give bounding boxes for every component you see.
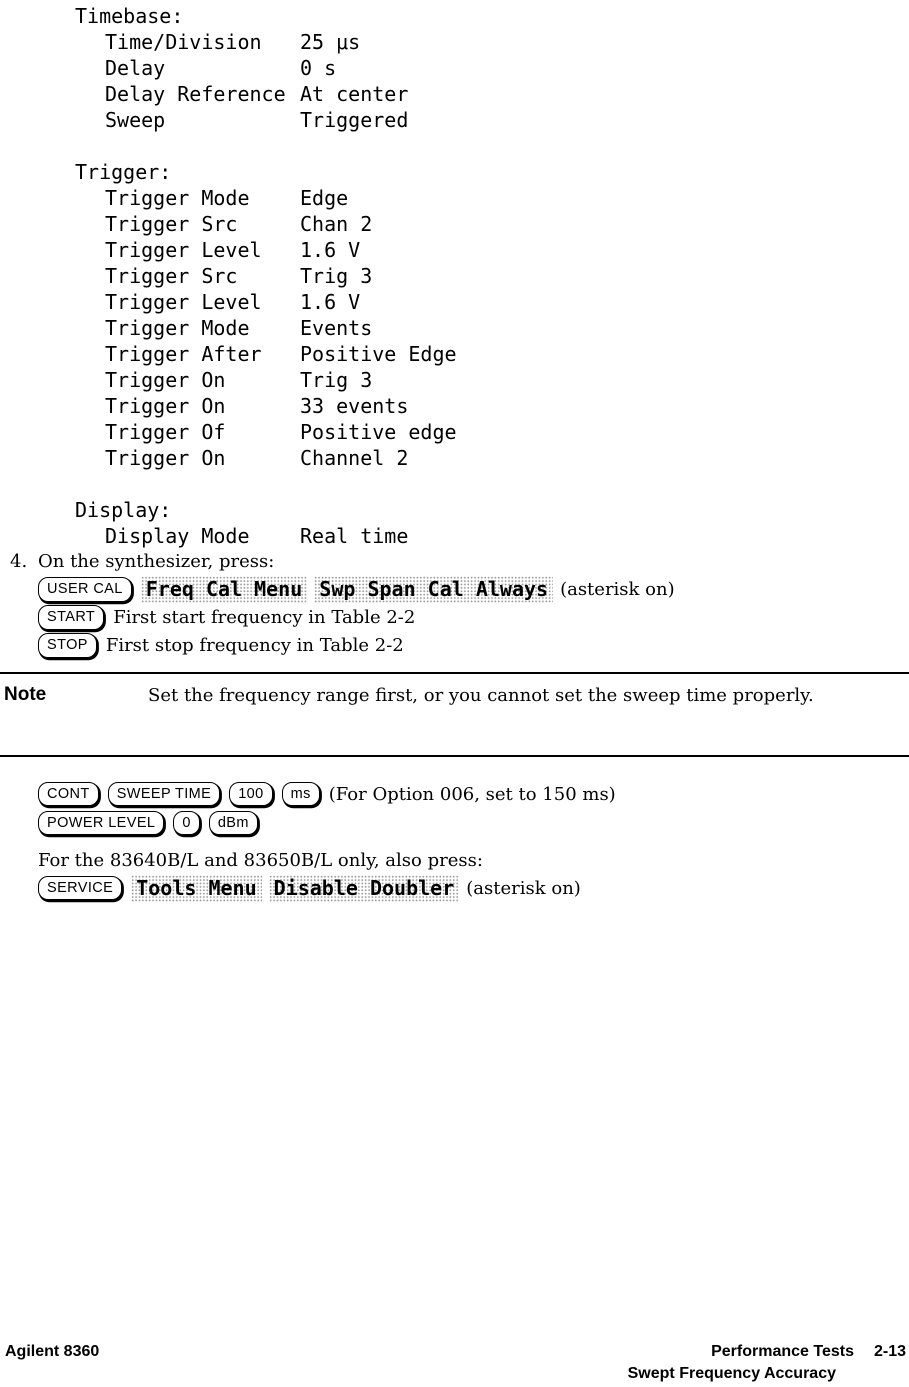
keycap-sweep-time: SWEEP TIME	[108, 782, 221, 807]
press-line-stop	[38, 632, 675, 659]
softkey-tools-menu: Tools Menu	[131, 875, 261, 902]
settings-section-title: Timebase:	[75, 4, 184, 28]
press-line-start	[38, 604, 675, 631]
setting-label: Trigger Level	[105, 290, 262, 314]
setting-label: Trigger Mode	[105, 186, 250, 210]
setting-label: Trigger Of	[105, 420, 226, 444]
setting-row	[0, 211, 909, 237]
softkey-freq-cal-menu: Freq Cal Menu	[141, 576, 308, 603]
instrument-settings-listing	[0, 0, 909, 549]
note-admonition	[0, 672, 909, 757]
option-006-note: (For Option 006, set to 150 ms)	[328, 783, 616, 805]
keycap-service: SERVICE	[38, 876, 122, 901]
setting-label: Sweep	[105, 108, 166, 132]
setting-value: Trig 3	[300, 368, 373, 392]
start-frequency-instruction: First start frequency in Table 2-2	[113, 606, 416, 628]
press-line-power-level	[38, 809, 909, 837]
setting-value: 1.6 V	[300, 238, 361, 262]
setting-label: Trigger On	[105, 446, 226, 470]
setting-value: 0 s	[300, 56, 337, 80]
setting-row	[0, 107, 909, 133]
softkey-swp-span-cal-always: Swp Span Cal Always	[314, 576, 553, 603]
setting-value: 33 events	[300, 394, 409, 418]
setting-row	[0, 263, 909, 289]
footer-chapter-line	[628, 1341, 906, 1363]
setting-value: Events	[300, 316, 373, 340]
setting-value: Triggered	[300, 108, 409, 132]
also-press-intro: For the 83640B/L and 83650B/L only, also press:	[38, 850, 483, 871]
setting-row	[0, 289, 909, 315]
keycap-ms: ms	[282, 782, 320, 807]
setting-value: Positive Edge	[300, 342, 457, 366]
keycap-start: START	[38, 605, 104, 630]
keycap-cont: CONT	[38, 782, 99, 807]
asterisk-on-note: (asterisk on)	[466, 877, 581, 899]
setting-value: Chan 2	[300, 212, 373, 236]
settings-section-timebase	[0, 3, 909, 133]
setting-row	[0, 341, 909, 367]
press-line-service	[38, 874, 909, 902]
post-note-instructions	[38, 780, 909, 902]
page-footer	[5, 1341, 906, 1385]
setting-label: Display Mode	[105, 524, 250, 548]
setting-label: Trigger Src	[105, 264, 238, 288]
setting-row	[0, 445, 909, 471]
setting-label: Trigger After	[105, 342, 262, 366]
setting-label: Trigger On	[105, 368, 226, 392]
setting-label: Trigger Level	[105, 238, 262, 262]
setting-row	[0, 55, 909, 81]
keycap-user-cal: USER CAL	[38, 577, 132, 602]
footer-page-number: 2-13	[873, 1343, 906, 1360]
setting-label: Trigger Src	[105, 212, 238, 236]
press-line-user-cal	[38, 576, 675, 603]
setting-row	[0, 29, 909, 55]
setting-row	[0, 367, 909, 393]
note-label: Note	[4, 684, 47, 705]
press-line-sweep-time	[38, 780, 909, 808]
setting-label: Time/Division	[105, 30, 262, 54]
setting-value: 25 μs	[300, 30, 361, 54]
footer-section-title: Swept Frequency Accuracy	[627, 1365, 836, 1382]
keycap-dbm: dBm	[209, 811, 258, 836]
setting-value: Positive edge	[300, 420, 457, 444]
setting-label: Delay Reference	[105, 82, 286, 106]
keycap-stop: STOP	[38, 633, 97, 658]
keycap-0: 0	[173, 811, 199, 836]
settings-section-title: Trigger:	[75, 160, 172, 184]
note-text: Set the frequency range first, or you cannot set the sweep time properly.	[148, 685, 814, 706]
setting-value: At center	[300, 82, 409, 106]
setting-row	[0, 237, 909, 263]
step-4	[0, 549, 909, 659]
setting-row	[0, 185, 909, 211]
step-body	[38, 549, 675, 659]
stop-frequency-instruction: First stop frequency in Table 2-2	[105, 634, 404, 656]
footer-chapter-title: Performance Tests	[711, 1343, 854, 1360]
setting-value: Channel 2	[300, 446, 409, 470]
footer-product-name: Agilent 8360	[5, 1343, 100, 1360]
settings-section-title: Display:	[75, 498, 172, 522]
setting-row	[0, 393, 909, 419]
footer-running-titles	[628, 1341, 906, 1385]
step-number: 4.	[10, 551, 28, 572]
step-intro-text: On the synthesizer, press:	[38, 551, 275, 572]
keycap-power-level: POWER LEVEL	[38, 811, 164, 836]
setting-value: Edge	[300, 186, 349, 210]
settings-section-trigger	[0, 159, 909, 471]
setting-row	[0, 523, 909, 549]
keycap-100: 100	[229, 782, 272, 807]
setting-value: Trig 3	[300, 264, 373, 288]
setting-row	[0, 419, 909, 445]
setting-row	[0, 315, 909, 341]
setting-value: Real time	[300, 524, 409, 548]
softkey-disable-doubler: Disable Doubler	[269, 875, 460, 902]
setting-label: Trigger On	[105, 394, 226, 418]
setting-label: Delay	[105, 56, 166, 80]
setting-value: 1.6 V	[300, 290, 361, 314]
asterisk-on-note: (asterisk on)	[560, 578, 675, 600]
setting-row	[0, 81, 909, 107]
settings-section-display	[0, 497, 909, 549]
setting-label: Trigger Mode	[105, 316, 250, 340]
